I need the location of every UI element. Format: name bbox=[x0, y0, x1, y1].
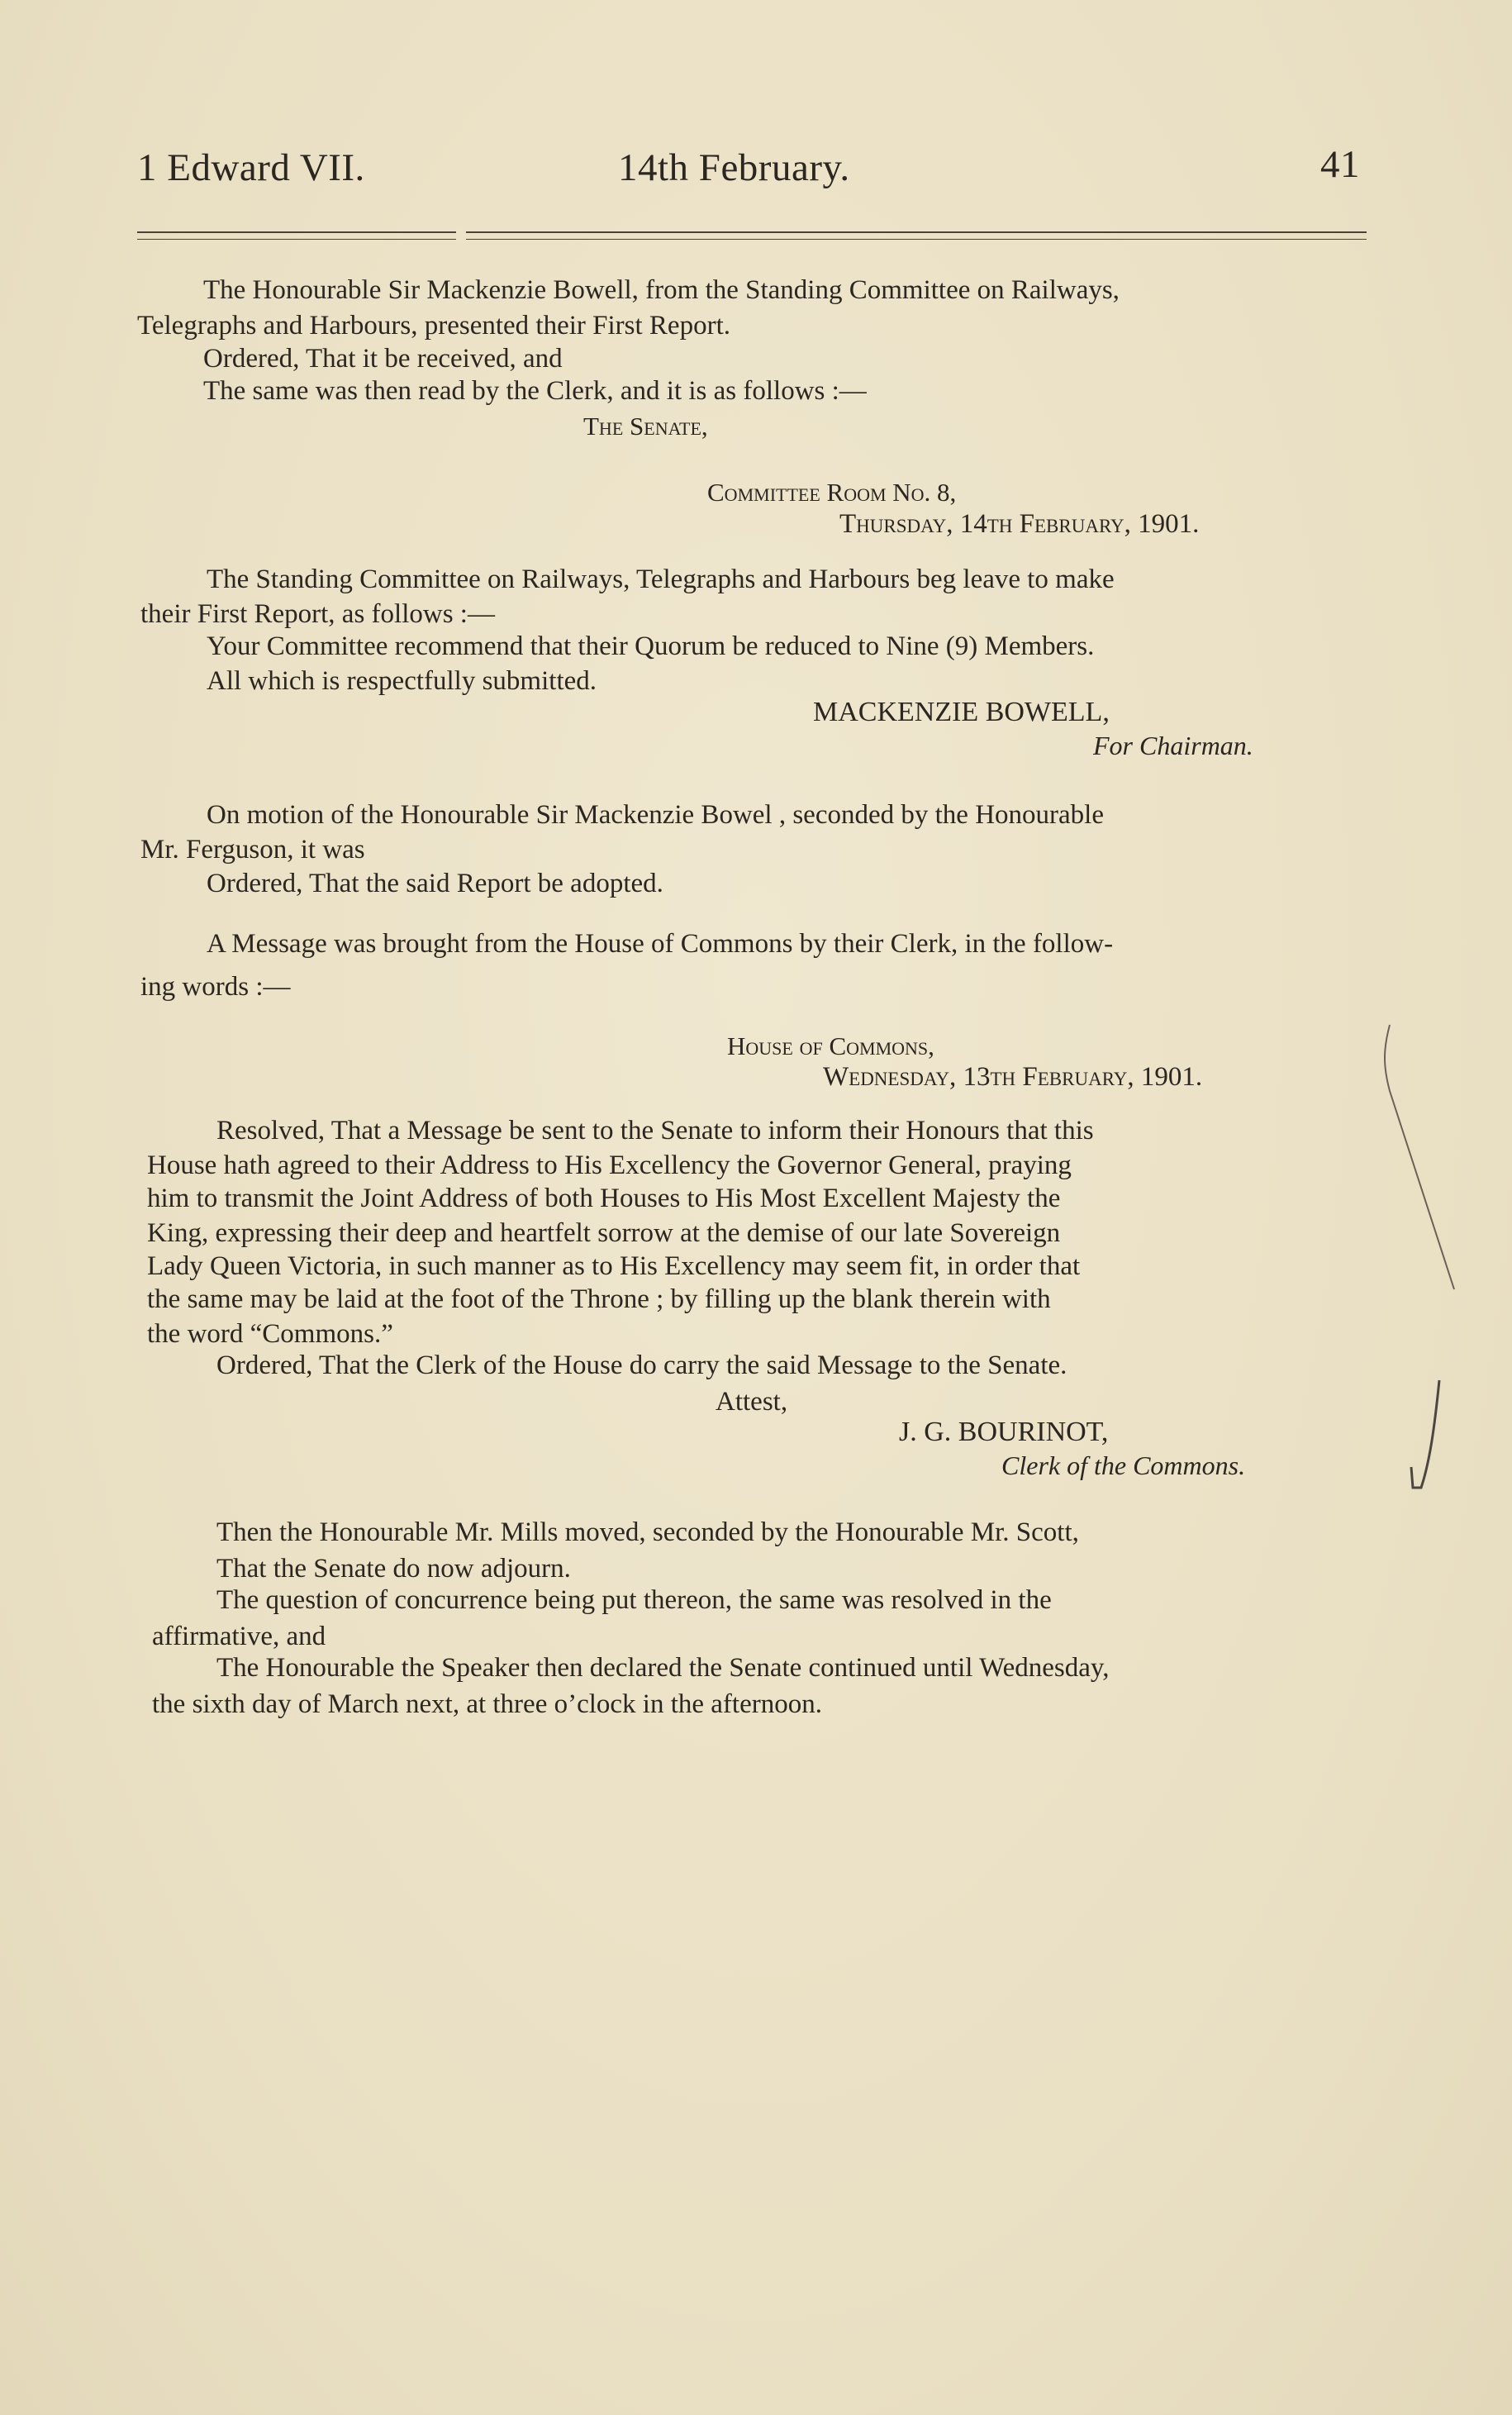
message-signature: J. G. BOURINOT, bbox=[899, 1417, 1109, 1447]
header-rule-bottom bbox=[137, 239, 1367, 240]
resolution-line-2: House hath agreed to their Address to His Excellency the Governor General, praying bbox=[147, 1150, 1072, 1180]
message-signature-title: Clerk of the Commons. bbox=[1001, 1450, 1246, 1480]
report-ordered-received: Ordered, That it be received, and bbox=[203, 344, 563, 374]
report-signature: MACKENZIE BOWELL, bbox=[813, 697, 1110, 727]
pencil-bracket-mark bbox=[1372, 1017, 1471, 1512]
resolution-line-4: King, expressing their deep and heartfelt sorrow at the demise of our late Sovereign bbox=[147, 1218, 1061, 1248]
message-ordered: Ordered, That the Clerk of the House do carry the said Message to the Senate. bbox=[216, 1350, 1067, 1380]
report-addressee: The Senate, bbox=[583, 412, 708, 441]
message-attest: Attest, bbox=[716, 1387, 788, 1417]
resolution-line-3: him to transmit the Joint Address of both Houses to His Most Excellent Majesty the bbox=[147, 1184, 1061, 1213]
report-read-by-clerk: The same was then read by the Clerk, and it is as follows :— bbox=[203, 376, 867, 406]
header-date: 14th February. bbox=[618, 146, 850, 189]
report-body-line-3: Your Committee recommend that their Quorum be reduced to Nine (9) Members. bbox=[207, 631, 1095, 661]
report-body-line-1: The Standing Committee on Railways, Telegraphs and Harbours beg leave to make bbox=[207, 564, 1115, 594]
message-date: Wednesday, 13th February, 1901. bbox=[823, 1062, 1203, 1092]
header-regnal-year: 1 Edward VII. bbox=[137, 146, 365, 189]
report-body-line-2: their First Report, as follows :— bbox=[140, 599, 495, 629]
report-committee-room: Committee Room No. 8, bbox=[707, 478, 957, 507]
resolution-line-7: the word “Commons.” bbox=[147, 1319, 393, 1349]
motion-line-1: On motion of the Honourable Sir Mackenzie Bowel , seconded by the Honourable bbox=[207, 800, 1104, 830]
report-body-line-4: All which is respectfully submitted. bbox=[207, 666, 597, 696]
rule-break bbox=[456, 228, 466, 243]
adjourn-line-6: the sixth day of March next, at three o’clock in the afternoon. bbox=[152, 1689, 822, 1719]
resolution-line-6: the same may be laid at the foot of the Throne ; by filling up the blank therein with bbox=[147, 1284, 1051, 1314]
report-intro-line-2: Telegraphs and Harbours, presented their First Report. bbox=[137, 311, 730, 341]
adjourn-line-2: That the Senate do now adjourn. bbox=[216, 1554, 571, 1584]
adjourn-line-5: The Honourable the Speaker then declared the Senate continued until Wednesday, bbox=[216, 1653, 1110, 1683]
page-number: 41 bbox=[1320, 143, 1360, 186]
motion-line-3: Ordered, That the said Report be adopted. bbox=[207, 869, 663, 898]
report-signature-title: For Chairman. bbox=[1093, 731, 1253, 760]
header-rule-top bbox=[137, 231, 1367, 233]
report-date: Thursday, 14th February, 1901. bbox=[839, 509, 1200, 539]
message-intro-line-1: A Message was brought from the House of Commons by their Clerk, in the follow- bbox=[207, 929, 1114, 959]
resolution-line-5: Lady Queen Victoria, in such manner as to His Excellency may seem fit, in order that bbox=[147, 1251, 1081, 1281]
adjourn-line-1: Then the Honourable Mr. Mills moved, seconded by the Honourable Mr. Scott, bbox=[216, 1517, 1079, 1547]
resolution-line-1: Resolved, That a Message be sent to the Senate to inform their Honours that this bbox=[216, 1116, 1094, 1146]
message-intro-line-2: ing words :— bbox=[140, 972, 291, 1002]
motion-line-2: Mr. Ferguson, it was bbox=[140, 835, 365, 865]
report-intro-line-1: The Honourable Sir Mackenzie Bowell, from the Standing Committee on Railways, bbox=[203, 275, 1120, 305]
adjourn-line-3: The question of concurrence being put thereon, the same was resolved in the bbox=[216, 1585, 1052, 1615]
message-house: House of Commons, bbox=[727, 1031, 934, 1060]
adjourn-line-4: affirmative, and bbox=[152, 1622, 326, 1651]
